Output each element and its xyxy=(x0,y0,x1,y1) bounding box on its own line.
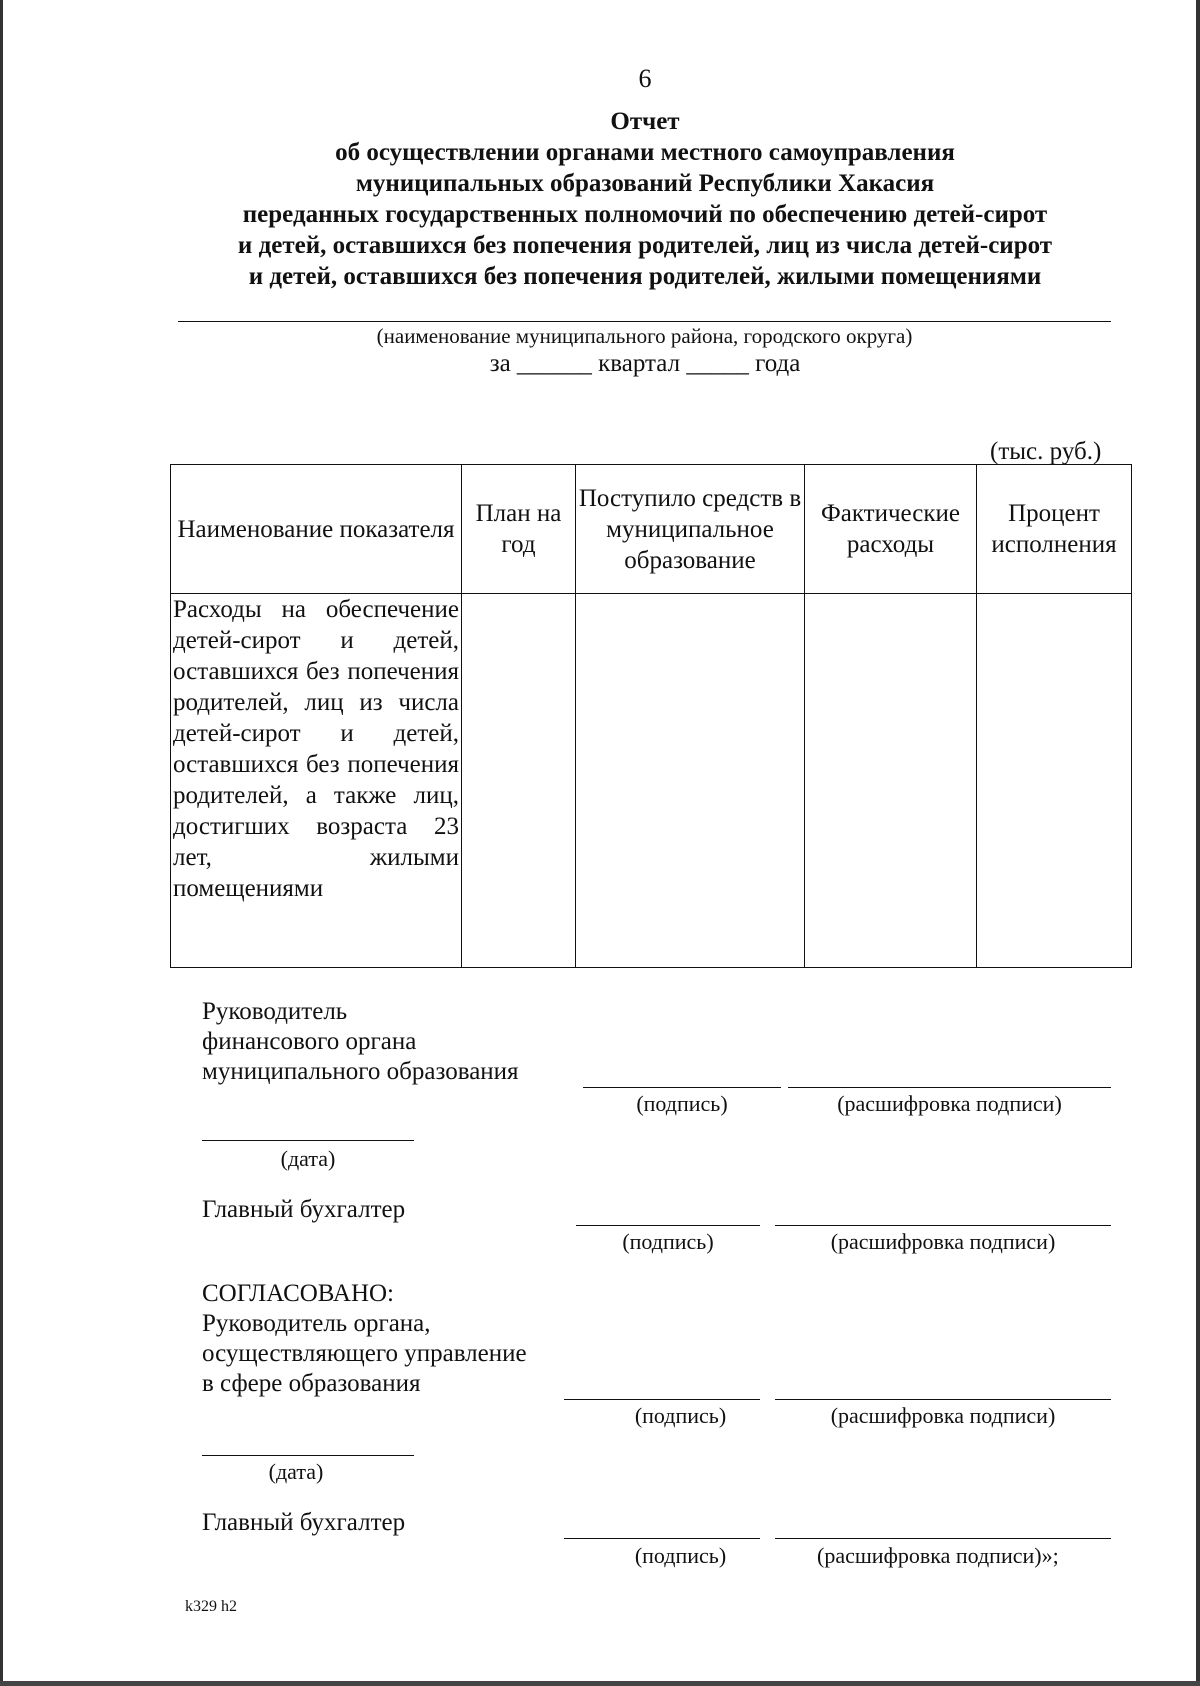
finance-head-label-line: финансового органа xyxy=(202,1028,417,1055)
title-line: Отчет xyxy=(610,108,680,135)
date-caption: (дата) xyxy=(268,1459,324,1484)
title-line: муниципальных образований Республики Хакасия xyxy=(355,170,935,197)
municipality-name-line xyxy=(178,321,1111,322)
title-line: и детей, оставшихся без попечения родителей, лиц из числа детей-сирот xyxy=(237,232,1053,259)
signature-decode-line xyxy=(775,1399,1111,1400)
municipality-caption: (наименование муниципального района, городского округа) xyxy=(376,324,913,348)
decode-caption: (расшифровка подписи)»; xyxy=(817,1543,1059,1568)
signature-caption: (подпись) xyxy=(634,1403,727,1428)
report-title xyxy=(0,106,1200,292)
finance-head-label-line: Руководитель xyxy=(202,998,348,1025)
header-plan-year: План на год xyxy=(462,465,576,594)
table-row xyxy=(171,594,1132,968)
header-funds-received: Поступило средств в муниципальное образование xyxy=(576,465,805,594)
period-line: за ______ квартал _____ года xyxy=(489,350,801,377)
education-head-label-line: осуществляющего управление xyxy=(202,1340,527,1367)
plan-year-cell xyxy=(462,594,576,968)
signature-line xyxy=(576,1225,760,1226)
signature-line xyxy=(564,1399,760,1400)
chief-accountant-label: Главный бухгалтер xyxy=(202,1509,406,1536)
agreed-label: СОГЛАСОВАНО: xyxy=(202,1280,395,1307)
report-table xyxy=(170,464,1132,968)
title-line: об осуществлении органами местного самоуправления xyxy=(335,139,955,166)
signature-caption: (подпись) xyxy=(634,1543,727,1568)
signature-decode-line xyxy=(788,1087,1111,1088)
date-line xyxy=(202,1140,414,1141)
scan-border-bottom xyxy=(0,1681,1200,1686)
finance-head-label-line: муниципального образования xyxy=(202,1058,519,1085)
decode-caption: (расшифровка подписи) xyxy=(830,1229,1056,1254)
date-caption: (дата) xyxy=(280,1146,336,1171)
document-code: k329 h2 xyxy=(185,1598,237,1615)
header-indicator-name: Наименование показателя xyxy=(171,465,462,594)
signature-line xyxy=(583,1087,781,1088)
education-head-label-line: в сфере образования xyxy=(202,1370,421,1397)
signature-decode-line xyxy=(775,1538,1111,1539)
indicator-cell: Расходы на обеспечение детей-сирот и детей, оставшихся без попечения родителей, лиц из числа детей-сирот и детей, оставшихся без попечения родителей, а также лиц, достигших возраста 23 лет, жилыми помещениями xyxy=(171,594,462,968)
execution-percent-cell xyxy=(977,594,1132,968)
signature-caption: (подпись) xyxy=(622,1229,714,1254)
signature-caption: (подпись) xyxy=(636,1091,728,1116)
title-line: переданных государственных полномочий по обеспечению детей-сирот xyxy=(242,201,1048,228)
actual-expenses-cell xyxy=(805,594,977,968)
education-head-label-line: Руководитель органа, xyxy=(202,1310,431,1337)
table-header-row xyxy=(171,465,1132,594)
decode-caption: (расшифровка подписи) xyxy=(830,1403,1056,1428)
signature-line xyxy=(564,1538,760,1539)
date-line xyxy=(202,1455,414,1456)
header-actual-expenses: Фактические расходы xyxy=(805,465,977,594)
funds-received-cell xyxy=(576,594,805,968)
chief-accountant-label: Главный бухгалтер xyxy=(202,1196,406,1223)
title-line: и детей, оставшихся без попечения родителей, жилыми помещениями xyxy=(248,263,1042,290)
signature-decode-line xyxy=(775,1225,1111,1226)
page-number: 6 xyxy=(638,64,652,93)
decode-caption: (расшифровка подписи) xyxy=(837,1091,1062,1116)
header-execution-percent: Процент исполнения xyxy=(977,465,1132,594)
units-label: (тыс. руб.) xyxy=(990,438,1102,465)
